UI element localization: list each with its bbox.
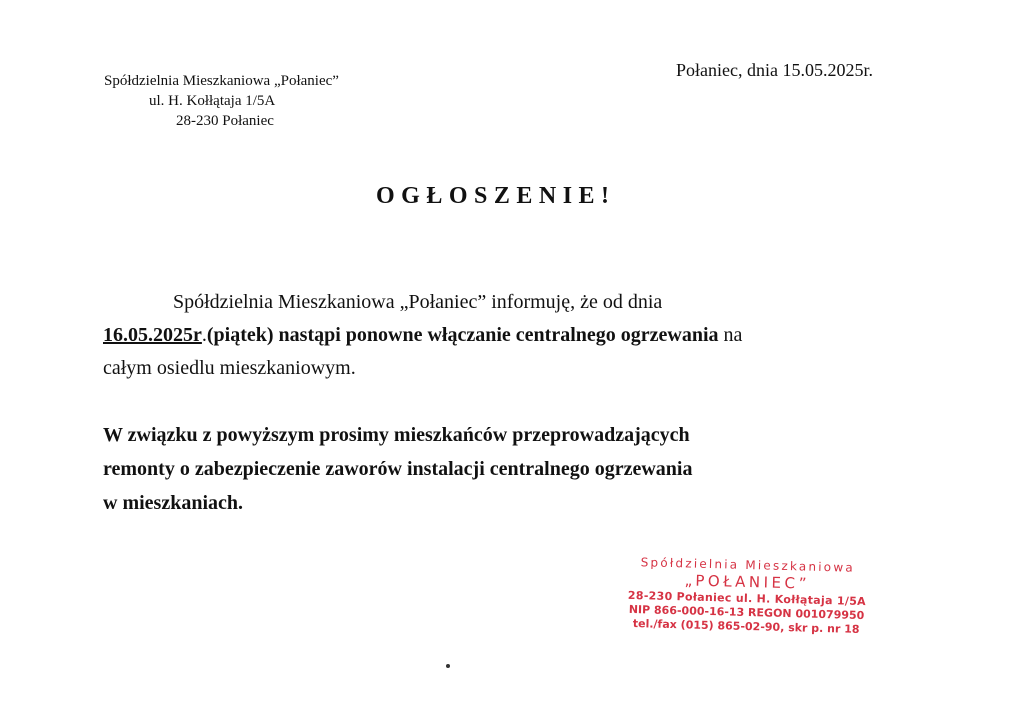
stamp-line4: NIP 866-000-16-13 REGON 001079950 [628,602,865,623]
sender-address [104,71,404,131]
paragraph2-line2: remonty o zabezpieczenie zaworów instalacji centralnego ogrzewania [103,458,693,480]
stamp-line3: 28-230 Połaniec ul. H. Kołłątaja 1/5A [627,588,867,609]
cooperative-stamp [611,554,883,636]
paragraph1-tail: na [718,324,743,346]
paragraph2 [103,418,692,520]
stamp-line5: tel./fax (015) 865-02-90, skr p. nr 18 [632,617,860,636]
paragraph1-line3: całym osiedlu mieszkaniowym. [103,357,356,379]
place-date: Połaniec, dnia 15.05.2025r. [676,60,873,80]
date-period: . [201,324,207,346]
announcement-title: OGŁOSZENIE! [376,183,616,209]
scan-dot [446,664,450,668]
sender-name: Spółdzielnia Mieszkaniowa „Połaniec” [104,73,339,89]
sender-street: ul. H. Kołłątaja 1/5A [149,93,276,109]
stamp-line1: Spółdzielnia Mieszkaniowa [640,555,856,575]
heating-date: 16.05.2025r [103,324,202,346]
paragraph2-line1: W związku z powyższym prosimy mieszkańców przeprowadzających [103,424,690,446]
heating-announcement: (piątek) nastąpi ponowne włączanie centralnego ogrzewania [206,324,719,346]
sender-city: 28-230 Połaniec [176,113,274,129]
paragraph2-line3: w mieszkaniach. [103,492,243,514]
announcement-body [103,286,933,514]
paragraph1-line2 [103,319,933,352]
paragraph1-line1: Spółdzielnia Mieszkaniowa „Połaniec” informuję, że od dnia [173,291,663,313]
stamp-line2: „POŁANIEC” [684,571,811,593]
